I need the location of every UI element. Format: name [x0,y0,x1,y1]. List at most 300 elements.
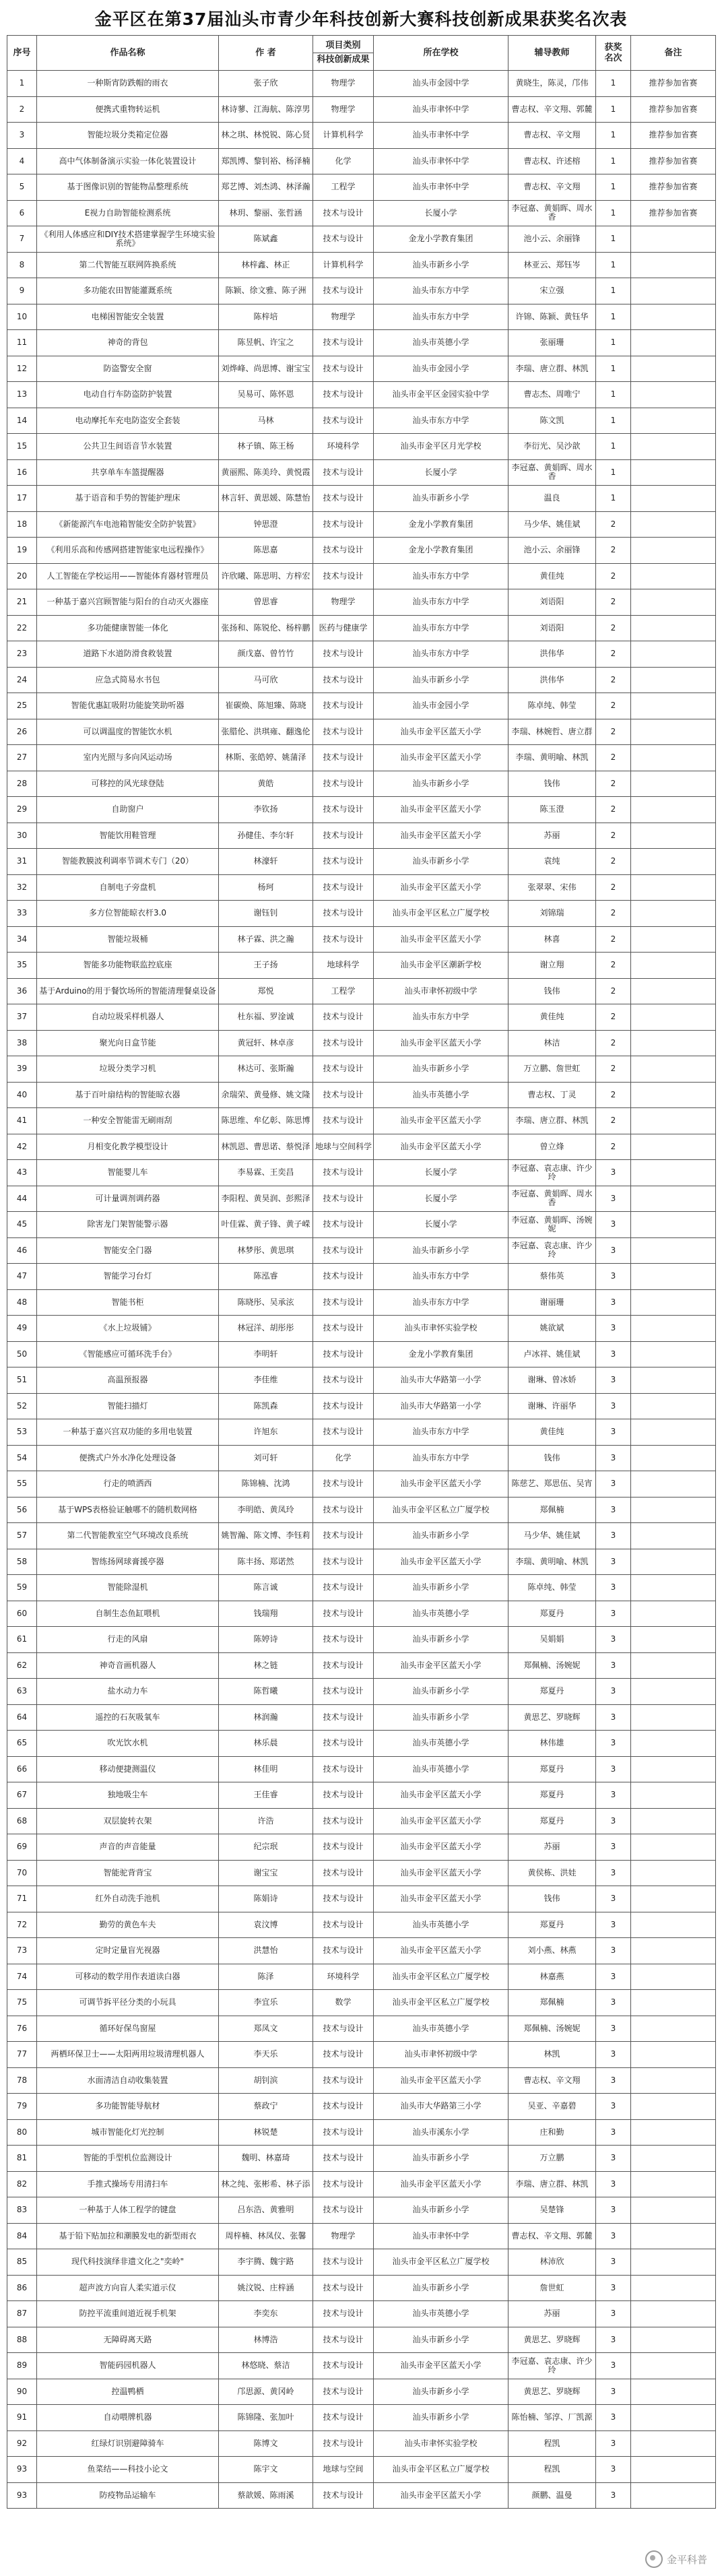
cell-note [631,1912,716,1938]
cell-author: 林冠洋、胡彤彤 [219,1316,313,1342]
cell-work: 智能扫描灯 [37,1393,219,1419]
table-row [7,1704,716,1731]
header-category-line1: 项目类别 [325,40,361,51]
cell-note [631,2171,716,2197]
cell-level: 3 [596,2016,631,2042]
cell-level: 3 [596,2353,631,2379]
cell-note [631,408,716,434]
cell-work: 聚光向日盒节能 [37,1030,219,1056]
watermark-text: 金平科普 [666,2553,707,2566]
cell-level: 2 [596,823,631,849]
cell-no: 37 [7,1004,37,1031]
cell-note [631,2067,716,2094]
cell-category: 技术与设计 [313,1627,374,1653]
cell-work: 智能垃圾桶 [37,926,219,953]
cell-note [631,1575,716,1601]
cell-category: 技术与设计 [313,278,374,304]
cell-note [631,771,716,797]
cell-no: 36 [7,978,37,1004]
cell-work: 电动摩托车充电防盗安全套装 [37,408,219,434]
cell-note [631,901,716,927]
cell-teacher: 程凯 [508,2430,596,2457]
cell-work: 多功能智能导航材 [37,2094,219,2120]
cell-teacher: 洪伟华 [508,667,596,693]
cell-work: 可移动的数学用作表道读白器 [37,1964,219,1990]
cell-no: 78 [7,2067,37,2094]
cell-level: 3 [596,1782,631,1809]
cell-level: 3 [596,1652,631,1679]
cell-work: 《水上垃圾铺》 [37,1316,219,1342]
cell-author: 林佳明 [219,1756,313,1782]
cell-teacher: 林喜 [508,926,596,953]
cell-note [631,1782,716,1809]
cell-work: 第二代智能教室空气环境改良系统 [37,1523,219,1549]
cell-category: 技术与设计 [313,1756,374,1782]
cell-level: 3 [596,1990,631,2016]
cell-level: 1 [596,459,631,486]
cell-teacher: 郑夏丹 [508,1679,596,1705]
cell-work: 基于百叶扇结构的智能晾衣器 [37,1082,219,1108]
cell-level: 3 [596,1886,631,1912]
cell-category: 技术与设计 [313,563,374,589]
cell-category: 技术与设计 [313,1860,374,1886]
cell-teacher: 谢丽珊 [508,1289,596,1316]
cell-no: 35 [7,953,37,979]
cell-level: 3 [596,2405,631,2431]
cell-teacher: 苏丽 [508,2301,596,2327]
table-row [7,874,716,901]
table-row [7,226,716,253]
cell-author: 陈梓培 [219,304,313,330]
cell-level: 1 [596,148,631,174]
cell-category: 工程学 [313,174,374,201]
cell-author: 林悠晓、蔡洁 [219,2353,313,2379]
cell-work: 基于铅下贴加拉和潮膜发电的新型雨衣 [37,2223,219,2249]
cell-no: 77 [7,2042,37,2068]
cell-work: 双层旋转衣架 [37,1808,219,1834]
cell-author: 马可欣 [219,667,313,693]
cell-school: 汕头市金平区私立广厦学校 [374,2249,508,2276]
cell-no: 22 [7,615,37,641]
cell-category: 技术与设计 [313,641,374,668]
cell-note [631,1964,716,1990]
cell-level: 1 [596,96,631,123]
cell-level: 3 [596,2042,631,2068]
cell-work: 基于语音和手势的智能护理床 [37,486,219,512]
cell-level: 3 [596,2249,631,2276]
cell-school: 汕头市新乡小学 [374,2275,508,2301]
cell-level: 1 [596,356,631,382]
cell-work: 一种斯宵防跌帽的雨衣 [37,71,219,97]
cell-teacher: 张丽珊 [508,330,596,356]
table-row [7,2119,716,2146]
cell-author: 蔡歆媛、陈雨溪 [219,2482,313,2509]
cell-author: 姚智瀚、陈文博、李钰莉 [219,1523,313,1549]
cell-teacher: 蔡伟英 [508,1264,596,1290]
table-row [7,1912,716,1938]
cell-author: 邝思源、黄冈岭 [219,2379,313,2405]
cell-author: 郑凤文 [219,2016,313,2042]
cell-category: 技术与设计 [313,330,374,356]
cell-teacher: 钱伟 [508,978,596,1004]
cell-no: 84 [7,2223,37,2249]
cell-category: 技术与设计 [313,459,374,486]
cell-author: 陈思维、牟亿彰、陈思博 [219,1108,313,1134]
cell-teacher: 刘语阳 [508,615,596,641]
cell-teacher: 洪伟华 [508,641,596,668]
cell-work: 独地吸尘车 [37,1782,219,1809]
cell-work: 高温预报器 [37,1367,219,1394]
table-row [7,1134,716,1160]
table-row [7,1445,716,1471]
table-row [7,2430,716,2457]
cell-school: 汕头市新乡小学 [374,2379,508,2405]
cell-work: 两栖环保卫士——太阳两用垃圾清理机器人 [37,2042,219,2068]
table-row [7,1289,716,1316]
cell-no: 70 [7,1860,37,1886]
cell-level: 3 [596,1341,631,1367]
cell-level: 2 [596,797,631,823]
cell-category: 技术与设计 [313,1316,374,1342]
cell-author: 杜东福、罗淦诚 [219,1004,313,1031]
table-row [7,1471,716,1498]
cell-teacher: 李衍光、吴沙歆 [508,434,596,460]
cell-work: 智能学习台灯 [37,1264,219,1290]
cell-level: 2 [596,1082,631,1108]
cell-school: 汕头市聿怀初级中学 [374,2042,508,2068]
cell-no: 38 [7,1030,37,1056]
cell-teacher: 黄佳纯 [508,1419,596,1446]
table-row [7,71,716,97]
cell-work: 月相变化教学模型设计 [37,1134,219,1160]
cell-school: 汕头市新乡小学 [374,2327,508,2353]
cell-teacher: 李瑞、黄明喻、林凯 [508,1549,596,1575]
table-row [7,278,716,304]
cell-teacher: 庄和勤 [508,2119,596,2146]
cell-work: 手推式操场专用清扫车 [37,2171,219,2197]
cell-school: 汕头市金平区潮新学校 [374,953,508,979]
cell-author: 林之纯、张彬希、林子添 [219,2171,313,2197]
cell-author: 郑悦 [219,978,313,1004]
cell-category: 物理学 [313,71,374,97]
header-no: 序号 [7,36,37,71]
cell-work: 公共卫生间语音节水装置 [37,434,219,460]
cell-no: 50 [7,1341,37,1367]
cell-no: 20 [7,563,37,589]
cell-note [631,1108,716,1134]
cell-teacher: 陈卓纯、韩莹 [508,1575,596,1601]
cell-author: 王佳睿 [219,1782,313,1809]
cell-level: 3 [596,2482,631,2509]
cell-work: 可以调温度的智能饮水机 [37,719,219,745]
cell-work: 防控平流重间道近视手机架 [37,2301,219,2327]
cell-author: 袁汶博 [219,1912,313,1938]
cell-category: 技术与设计 [313,538,374,564]
table-row [7,1627,716,1653]
cell-category: 技术与设计 [313,1731,374,1757]
cell-no: 18 [7,511,37,538]
cell-author: 黄皓 [219,771,313,797]
cell-work: 城市智能化灯光控制 [37,2119,219,2146]
cell-category: 技术与设计 [313,2482,374,2509]
cell-no: 33 [7,901,37,927]
cell-no: 19 [7,538,37,564]
cell-work: 红外自动洗手池机 [37,1886,219,1912]
cell-level: 2 [596,874,631,901]
cell-school: 汕头市新乡小学 [374,486,508,512]
table-row [7,1834,716,1861]
table-row [7,2223,716,2249]
cell-note [631,667,716,693]
cell-no: 53 [7,1419,37,1446]
cell-school: 汕头市东方中学 [374,615,508,641]
cell-author: 陈锦隆、张加叶 [219,2405,313,2431]
table-row [7,771,716,797]
cell-level: 3 [596,1938,631,1964]
cell-author: 钱瑞翔 [219,1601,313,1627]
cell-school: 金龙小学教育集团 [374,538,508,564]
cell-note [631,978,716,1004]
cell-school: 汕头市金平区蓝天小学 [374,1108,508,1134]
cell-author: 陈凯森 [219,1393,313,1419]
cell-author: 曾思睿 [219,589,313,616]
table-row [7,1367,716,1394]
cell-work: 智能优惠缸吸附功能旋笑助听器 [37,693,219,719]
cell-school: 汕头市新乡小学 [374,667,508,693]
cell-work: 智能饮用鞋管理 [37,823,219,849]
cell-level: 1 [596,174,631,201]
cell-teacher: 池小云、余丽锋 [508,538,596,564]
cell-note [631,2301,716,2327]
cell-teacher: 谢立翔 [508,953,596,979]
cell-teacher: 陈慈艺、郑思伍、吴宵 [508,1471,596,1498]
cell-author: 李佳维 [219,1367,313,1394]
cell-category: 技术与设计 [313,1341,374,1367]
cell-teacher: 温良 [508,486,596,512]
table-row [7,1030,716,1056]
cell-school: 汕头市金平区蓝天小学 [374,797,508,823]
cell-note [631,1497,716,1523]
cell-work: 水面清洁自动收集装置 [37,2067,219,2094]
cell-level: 2 [596,667,631,693]
cell-note [631,1652,716,1679]
cell-work: 超声波方向盲人柔实道示仪 [37,2275,219,2301]
cell-teacher: 钱伟 [508,1886,596,1912]
cell-author: 林子镇、陈王杨 [219,434,313,460]
cell-school: 汕头市英德小学 [374,2301,508,2327]
cell-no: 82 [7,2171,37,2197]
cell-level: 3 [596,1316,631,1342]
cell-teacher: 苏丽 [508,1834,596,1861]
cell-level: 1 [596,278,631,304]
cell-work: 基于Arduino的用于餐饮场所的智能清理餐桌设备 [37,978,219,1004]
cell-category: 环境科学 [313,1964,374,1990]
cell-school: 汕头市金平区蓝天小学 [374,1938,508,1964]
cell-no: 63 [7,1679,37,1705]
cell-teacher: 颜鹏、温曼 [508,2482,596,2509]
table-row [7,1782,716,1809]
cell-no: 45 [7,1212,37,1238]
cell-note [631,1264,716,1290]
table-row [7,2353,716,2379]
table-row [7,304,716,330]
cell-level: 3 [596,2457,631,2483]
cell-work: 可计量调剂调药器 [37,1186,219,1212]
cell-author: 黄丽熙、陈美玲、黄悦霞 [219,459,313,486]
table-row [7,2171,716,2197]
header-teacher: 辅导教师 [508,36,596,71]
cell-school: 汕头市金平区蓝天小学 [374,1549,508,1575]
table-row [7,589,716,616]
cell-category: 技术与设计 [313,2353,374,2379]
cell-level: 3 [596,2146,631,2172]
cell-level: 3 [596,2094,631,2120]
cell-note [631,1471,716,1498]
cell-category: 技术与设计 [313,2405,374,2431]
table-row [7,1756,716,1782]
cell-level: 3 [596,2197,631,2224]
header-category-line2: 科技创新成果 [313,53,373,65]
cell-work: 防盗警安全窗 [37,356,219,382]
cell-work: 除害龙门架智能警示器 [37,1212,219,1238]
table-row [7,174,716,201]
cell-level: 3 [596,2430,631,2457]
cell-note [631,1316,716,1342]
cell-no: 80 [7,2119,37,2146]
cell-no: 42 [7,1134,37,1160]
cell-note [631,823,716,849]
cell-no: 76 [7,2016,37,2042]
cell-note [631,797,716,823]
cell-school: 汕头市英德小学 [374,1082,508,1108]
cell-category: 技术与设计 [313,745,374,771]
cell-author: 郑艺博、刘杰鸿、林泽瀚 [219,174,313,201]
table-row [7,1237,716,1264]
cell-school: 长厦小学 [374,459,508,486]
table-row [7,2457,716,2483]
cell-teacher: 刘锦瑞 [508,901,596,927]
cell-level: 2 [596,1056,631,1083]
cell-no: 25 [7,693,37,719]
cell-note [631,2016,716,2042]
table-row [7,1575,716,1601]
cell-work: 智能除湿机 [37,1575,219,1601]
cell-note [631,1756,716,1782]
cell-work: 第二代智能互联网阵换系统 [37,252,219,278]
cell-no: 41 [7,1108,37,1134]
cell-author: 谢宝宝 [219,1860,313,1886]
cell-teacher: 郑夏丹 [508,1912,596,1938]
cell-level: 3 [596,1237,631,1264]
table-row [7,2094,716,2120]
cell-no: 3 [7,123,37,149]
cell-level: 3 [596,1549,631,1575]
cell-category: 技术与设计 [313,823,374,849]
cell-no: 26 [7,719,37,745]
cell-author: 李明皓、黄凤玲 [219,1497,313,1523]
cell-school: 汕头市东方中学 [374,563,508,589]
cell-author: 林濠轩 [219,849,313,875]
cell-teacher: 刘语阳 [508,589,596,616]
cell-school: 汕头市英德小学 [374,1731,508,1757]
cell-category: 技术与设计 [313,1523,374,1549]
cell-school: 长厦小学 [374,1186,508,1212]
cell-level: 3 [596,1627,631,1653]
cell-level: 3 [596,1964,631,1990]
cell-teacher: 谢琳、曾冰娇 [508,1367,596,1394]
cell-author: 李天乐 [219,2042,313,2068]
cell-no: 23 [7,641,37,668]
cell-school: 汕头市东方中学 [374,589,508,616]
table-row [7,2379,716,2405]
cell-author: 王子扬 [219,953,313,979]
cell-author: 郑凯博、黎钊裕、杨泽楠 [219,148,313,174]
cell-author: 林达可、张斯瀚 [219,1056,313,1083]
cell-work: 可移控的风光球登陆 [37,771,219,797]
table-row [7,1393,716,1419]
cell-school: 汕头市大华路第一小学 [374,1393,508,1419]
cell-note [631,1237,716,1264]
cell-school: 汕头市新乡小学 [374,2405,508,2431]
cell-work: 鱼菜结——科技小论文 [37,2457,219,2483]
table-body [7,71,716,2509]
cell-note [631,563,716,589]
cell-note [631,2405,716,2431]
cell-work: 《新能源汽车电池箱智能安全防护装置》 [37,511,219,538]
cell-level: 1 [596,434,631,460]
table-row [7,1160,716,1186]
cell-no: 59 [7,1575,37,1601]
cell-note [631,953,716,979]
cell-note [631,1367,716,1394]
cell-author: 颜戊嘉、曾竹竹 [219,641,313,668]
cell-teacher: 郑夏丹 [508,1782,596,1809]
cell-school: 汕头市金平区私立广厦学校 [374,1990,508,2016]
table-row [7,1341,716,1367]
cell-level: 3 [596,2119,631,2146]
cell-work: 应急式简易水书包 [37,667,219,693]
cell-work: 定时定量盲光视器 [37,1938,219,1964]
cell-note [631,1186,716,1212]
cell-teacher: 曹志权、辛文翔 [508,174,596,201]
table-row [7,615,716,641]
cell-category: 技术与设计 [313,1938,374,1964]
cell-teacher: 苏丽 [508,823,596,849]
cell-work: 《智能感应可循环洗手台》 [37,1341,219,1367]
cell-category: 技术与设计 [313,1471,374,1498]
cell-teacher: 钱伟 [508,771,596,797]
cell-category: 技术与设计 [313,2301,374,2327]
cell-school: 汕头市聿怀实验学校 [374,2430,508,2457]
cell-no: 48 [7,1289,37,1316]
cell-no: 85 [7,2249,37,2276]
cell-note [631,1523,716,1549]
cell-teacher: 郑佩楠、汤婉妮 [508,1652,596,1679]
cell-school: 汕头市新乡小学 [374,2146,508,2172]
cell-work: 智能的手型机位监测设计 [37,2146,219,2172]
cell-no: 27 [7,745,37,771]
cell-author: 叶佳霖、黄子锋、黄子嵘 [219,1212,313,1238]
cell-level: 1 [596,304,631,330]
cell-category: 技术与设计 [313,1497,374,1523]
cell-teacher: 陈玉澄 [508,797,596,823]
cell-author: 林诗蓼、江海航、陈淳男 [219,96,313,123]
cell-no: 73 [7,1938,37,1964]
table-header-row [7,36,716,71]
cell-work: 现代科技演绎非遗文化之"奕岭" [37,2249,219,2276]
cell-note [631,278,716,304]
cell-author: 吴易可、陈怀恩 [219,382,313,408]
